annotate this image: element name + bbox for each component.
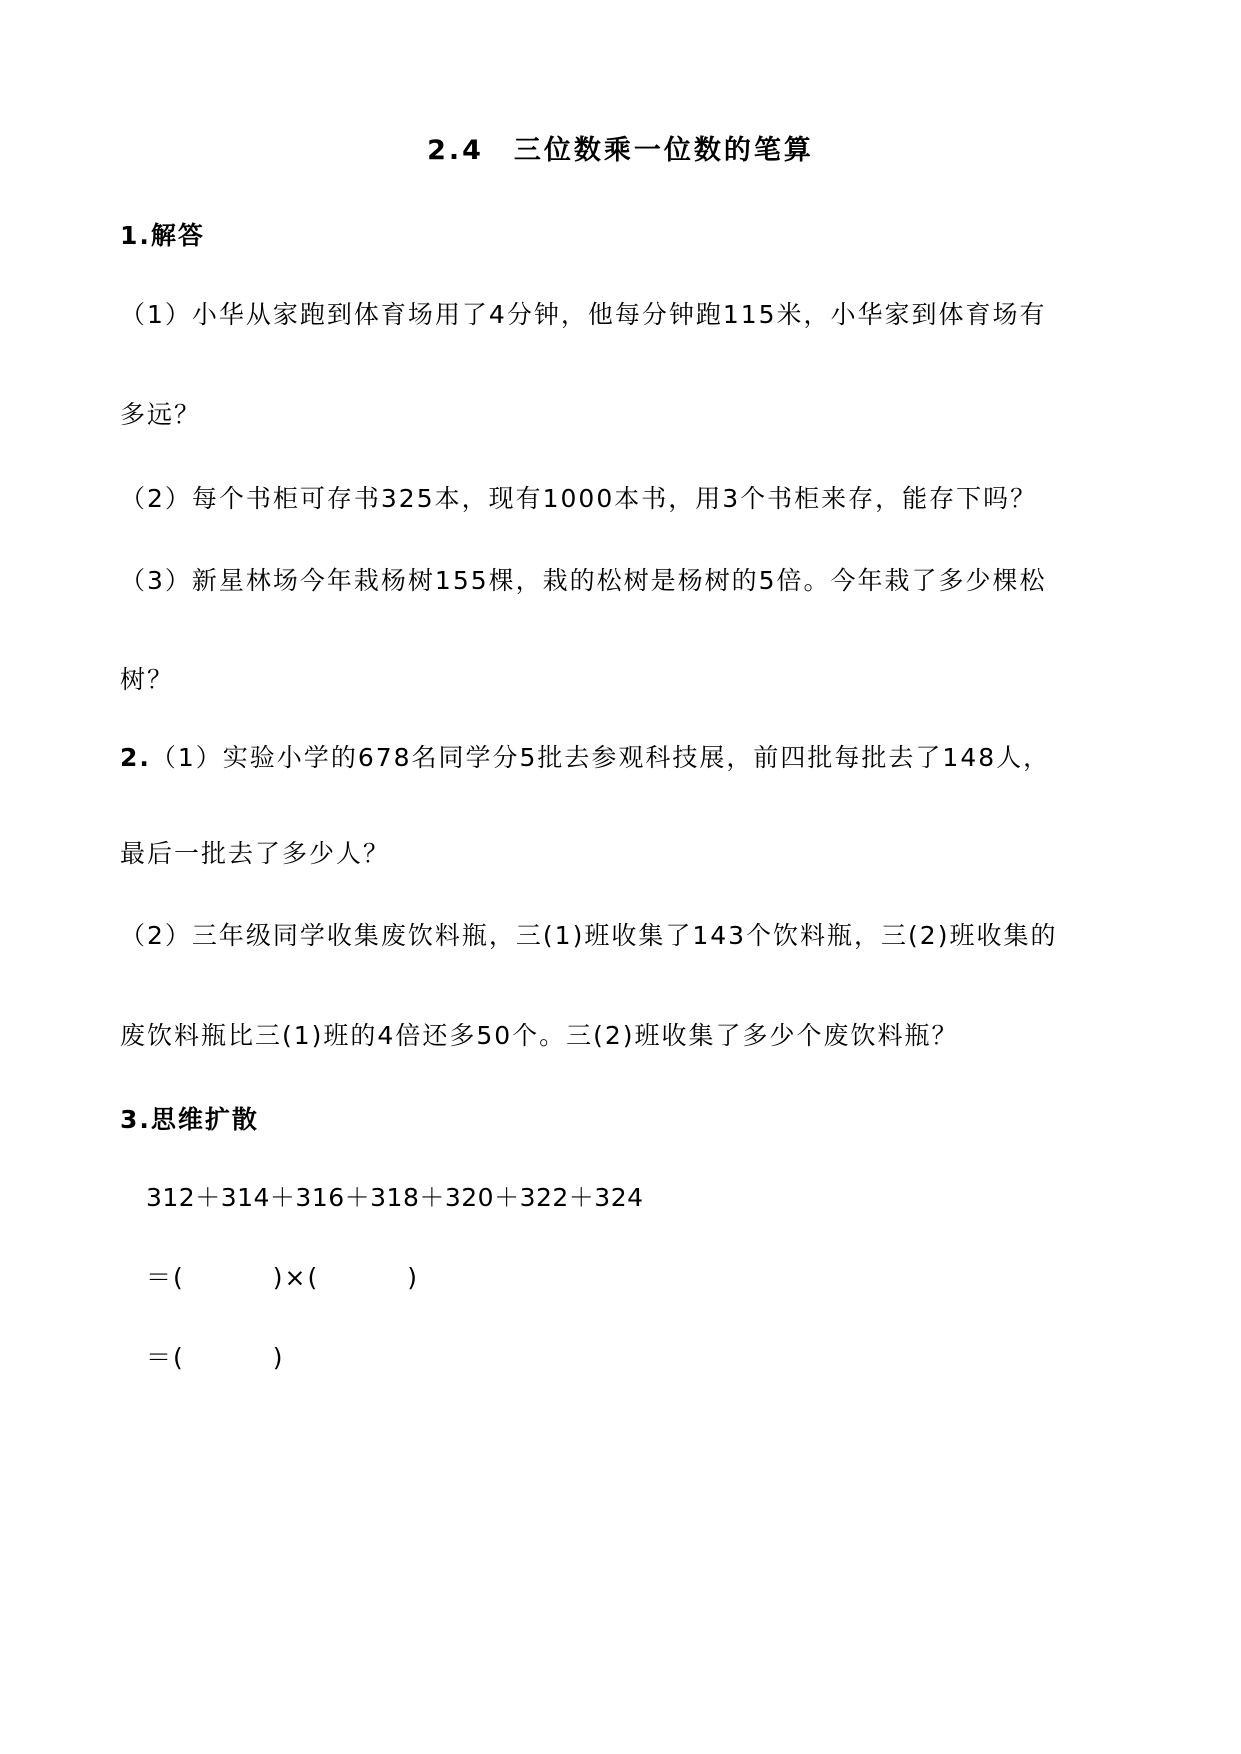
- section-2-number: 2.: [120, 743, 151, 772]
- section-2-question-1-text: （1）实验小学的678名同学分5批去参观科技展，前四批每批去了148人，: [150, 743, 1051, 772]
- times-paren: )×(: [272, 1263, 320, 1292]
- section-1-question-3-line-2: 树？: [120, 665, 175, 694]
- equals-open-paren: ＝(: [146, 1343, 185, 1372]
- section-2-question-1-line-1: [120, 742, 1050, 774]
- section-1-question-3-line-1: （3）新星林场今年栽杨树155棵，栽的松树是杨树的5倍。今年栽了多少棵松: [120, 566, 1047, 595]
- section-2-question-2-line-2: 废饮料瓶比三(1)班的4倍还多50个。三(2)班收集了多少个废饮料瓶？: [120, 1021, 959, 1050]
- section-1-question-1-line-2: 多远？: [120, 400, 202, 429]
- page-title: 2.4 三位数乘一位数的笔算: [427, 135, 814, 166]
- section-1-heading: 1.解答: [120, 221, 205, 250]
- result-blank-line: [146, 1342, 285, 1374]
- close-paren: ): [407, 1263, 419, 1292]
- product-blank-line: [146, 1262, 419, 1294]
- equals-open-paren: ＝(: [146, 1263, 185, 1292]
- sum-expression: 312＋314＋316＋318＋320＋322＋324: [146, 1183, 644, 1212]
- section-2-question-1-line-2: 最后一批去了多少人？: [120, 839, 391, 868]
- section-3-heading: 3.思维扩散: [120, 1105, 259, 1134]
- section-1-question-2: （2）每个书柜可存书325本，现有1000本书，用3个书柜来存，能存下吗？: [120, 484, 1038, 513]
- close-paren: ): [272, 1343, 285, 1372]
- section-1-question-1-line-1: （1）小华从家跑到体育场用了4分钟，他每分钟跑115米，小华家到体育场有: [120, 300, 1047, 329]
- section-2-question-2-line-1: （2）三年级同学收集废饮料瓶，三(1)班收集了143个饮料瓶，三(2)班收集的: [120, 921, 1058, 950]
